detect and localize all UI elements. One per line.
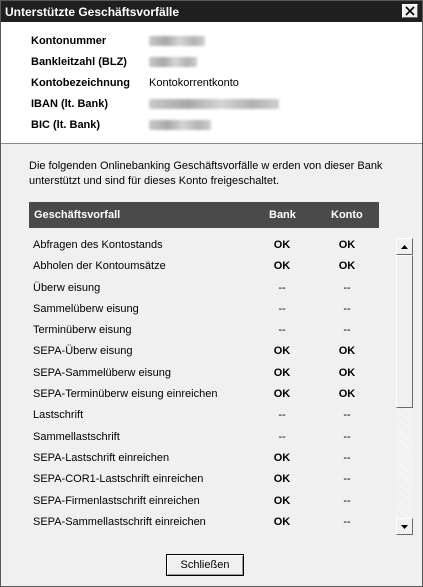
table-row <box>29 320 389 341</box>
cell-name: Abholen der Kontoumsätze <box>33 260 166 273</box>
cell-konto: OK <box>338 239 356 251</box>
cell-bank: OK <box>273 388 291 401</box>
iban-value-redacted <box>149 99 279 109</box>
window-title: Unterstützte Geschäftsvorfälle <box>5 5 180 19</box>
cell-konto: -- <box>343 281 351 294</box>
cell-bank: OK <box>273 366 291 379</box>
scroll-down-button[interactable] <box>396 518 413 535</box>
arrow-down-icon <box>401 525 408 529</box>
window-close-button[interactable] <box>402 4 418 18</box>
table-row <box>29 363 389 384</box>
cell-name: Sammellastschrift <box>33 430 120 443</box>
kontonummer-row <box>31 34 205 48</box>
cell-konto: -- <box>343 451 351 464</box>
cell-name: Terminüberw eisung <box>33 324 132 337</box>
cell-konto: -- <box>343 515 351 528</box>
kontonummer-value-redacted <box>149 36 205 46</box>
blz-label: Bankleitzahl (BLZ) <box>31 56 127 68</box>
cell-bank: OK <box>273 260 291 273</box>
table-row <box>29 512 389 533</box>
table-row <box>29 278 389 299</box>
table-row <box>29 491 389 512</box>
cell-name: SEPA-Terminüberw eisung einreichen <box>33 388 218 401</box>
arrow-up-icon <box>401 245 408 249</box>
scrollbar-thumb[interactable] <box>396 255 413 408</box>
cell-konto: OK <box>338 345 356 358</box>
table-row <box>29 384 389 405</box>
schliessen-button[interactable]: Schließen <box>166 554 244 576</box>
table-header <box>29 202 379 228</box>
cell-bank: OK <box>273 239 291 251</box>
cell-konto: OK <box>338 366 356 379</box>
cell-name: Abfragen des Kontostands <box>33 239 163 251</box>
cell-name: Lastschrift <box>33 409 84 422</box>
iban-row <box>31 97 279 111</box>
cell-konto: -- <box>343 473 351 486</box>
cell-name: SEPA-Sammellastschrift einreichen <box>33 515 206 528</box>
kontonummer-label: Kontonummer <box>31 35 107 47</box>
cell-bank: OK <box>273 515 291 528</box>
cell-bank: OK <box>273 345 291 358</box>
table-row <box>29 235 389 256</box>
cell-name: SEPA-COR1-Lastschrift einreichen <box>33 473 204 486</box>
title-bar[interactable] <box>1 1 422 22</box>
cell-name: Sammelüberw eisung <box>33 302 139 315</box>
bezeichnung-value: Kontokorrentkonto <box>149 77 239 89</box>
cell-konto: -- <box>343 409 351 422</box>
table-row <box>29 469 389 490</box>
account-info-panel <box>1 22 422 144</box>
cell-bank: -- <box>278 430 286 443</box>
table-row <box>29 256 389 277</box>
cell-konto: -- <box>343 324 351 337</box>
cell-konto: -- <box>343 302 351 315</box>
table-row <box>29 448 389 469</box>
table-row <box>29 405 389 426</box>
close-icon <box>405 6 415 16</box>
table-row <box>29 427 389 448</box>
cell-bank: OK <box>273 494 291 507</box>
transaction-list[interactable] <box>29 235 389 533</box>
cell-name: Überw eisung <box>33 281 101 294</box>
header-geschaeftsvorfall: Geschäftsvorfall <box>34 209 121 221</box>
blz-value-redacted <box>149 57 197 67</box>
header-bank: Bank <box>269 209 296 221</box>
blz-row <box>31 55 197 69</box>
cell-name: SEPA-Sammelüberw eisung <box>33 366 171 379</box>
iban-label: IBAN (lt. Bank) <box>31 98 108 110</box>
scroll-up-button[interactable] <box>396 238 413 255</box>
cell-konto: OK <box>338 388 356 401</box>
bezeichnung-row <box>31 76 239 90</box>
header-konto: Konto <box>331 209 363 221</box>
cell-konto: -- <box>343 430 351 443</box>
cell-bank: -- <box>278 281 286 294</box>
cell-bank: OK <box>273 473 291 486</box>
vertical-scrollbar[interactable] <box>396 238 413 535</box>
bic-value-redacted <box>149 120 211 130</box>
table-row <box>29 341 389 362</box>
cell-name: SEPA-Firmenlastschrift einreichen <box>33 494 200 507</box>
bezeichnung-label: Kontobezeichnung <box>31 77 130 89</box>
cell-bank: -- <box>278 302 286 315</box>
cell-name: SEPA-Überw eisung <box>33 345 133 358</box>
cell-konto: OK <box>338 260 356 273</box>
bic-row <box>31 118 211 132</box>
cell-konto: -- <box>343 494 351 507</box>
cell-bank: OK <box>273 451 291 464</box>
table-row <box>29 299 389 320</box>
cell-bank: -- <box>278 324 286 337</box>
bic-label: BIC (lt. Bank) <box>31 119 101 131</box>
cell-name: SEPA-Lastschrift einreichen <box>33 451 170 464</box>
cell-bank: -- <box>278 409 286 422</box>
description-text: Die folgenden Onlinebanking Geschäftsvorfälle w erden von dieser Bank unterstützt und sind für dieses Konto freigeschaltet. <box>29 160 383 187</box>
